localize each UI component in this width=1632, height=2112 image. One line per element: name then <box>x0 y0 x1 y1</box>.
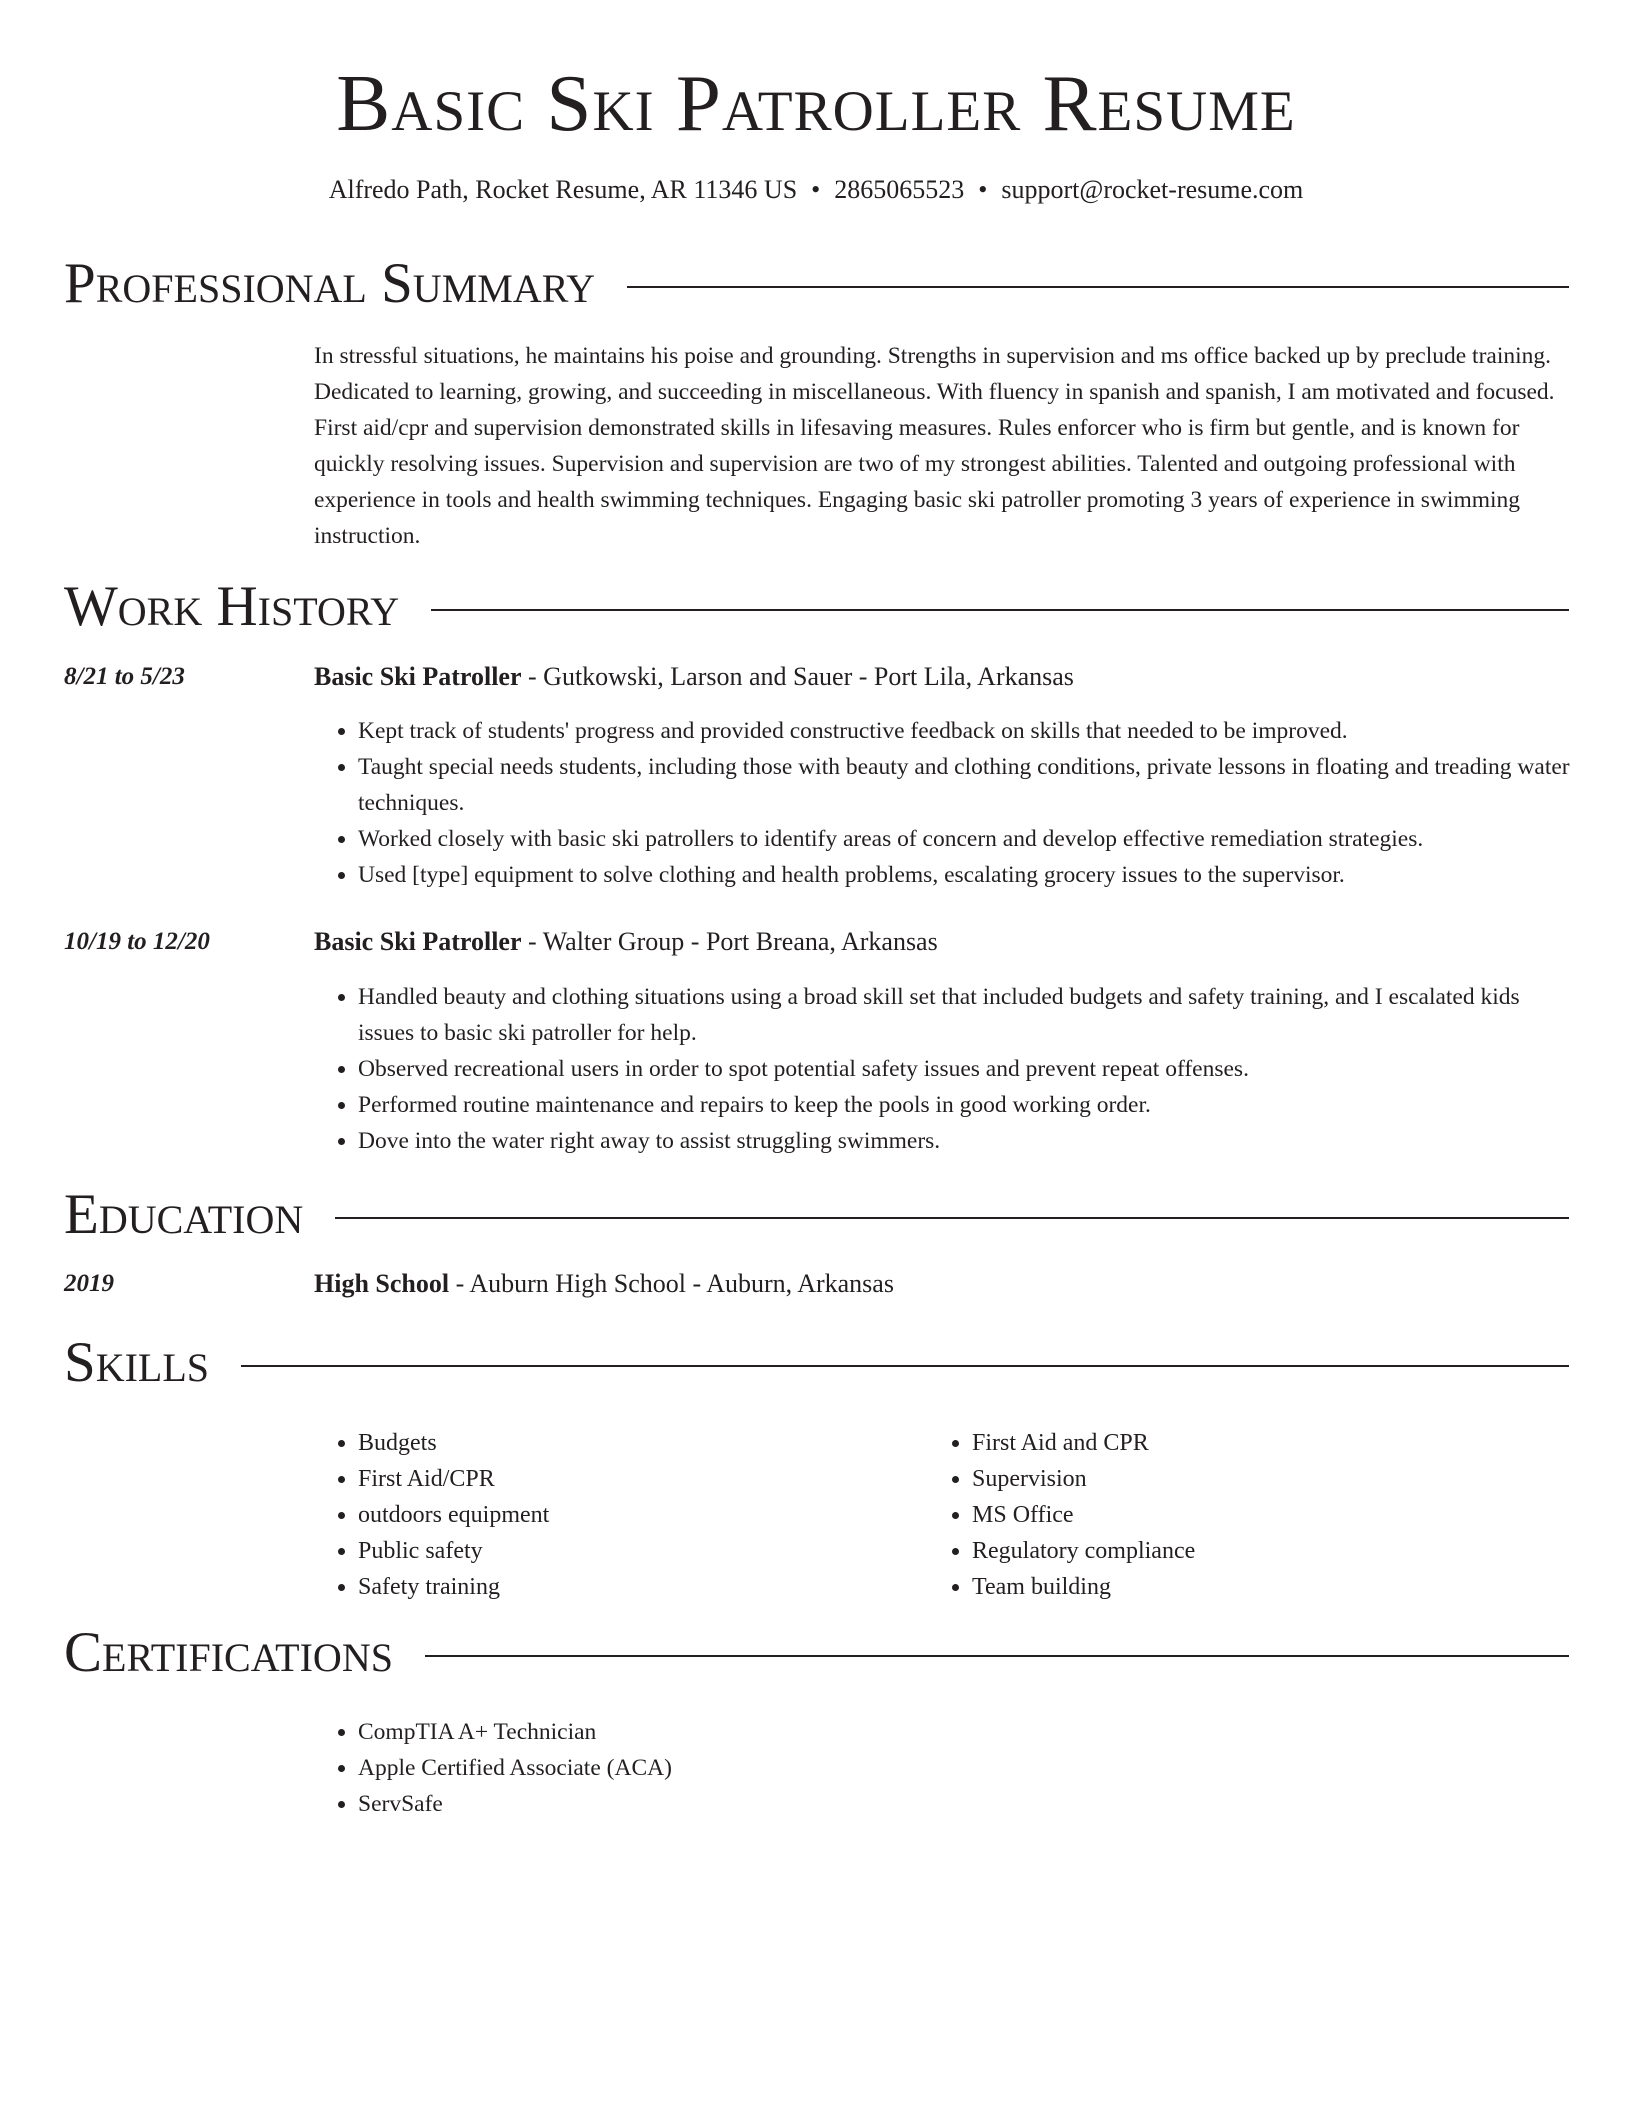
skill-item: • Regulatory compliance <box>972 1533 1528 1569</box>
skill-item: • Team building <box>972 1569 1528 1605</box>
skill-item: • Budgets <box>358 1425 914 1461</box>
certifications-list <box>314 1714 1570 1822</box>
skill-item: • Supervision <box>972 1461 1528 1497</box>
job-dates: 8/21 to 5/23 <box>64 663 185 690</box>
section-title: Work History <box>64 575 400 638</box>
job-heading <box>314 659 1074 695</box>
section-header-skills <box>64 1330 1569 1396</box>
section-title: Professional Summary <box>64 252 596 315</box>
summary-text: In stressful situations, he maintains his poise and grounding. Strengths in supervision and ms office backed up by preclude training. Dedicated to learning, growing, and succeeding in miscellaneous. With fluency in spanish and spanish, I am motivated and focused. First aid/cpr and supervision demonstrated skills in lifesaving measures. Rules enforcer who is firm but gentle, and is known for quickly resolving issues. Supervision and supervision are two of my strongest abilities. Talented and outgoing professional with experience in tools and health swimming techniques. Engaging basic ski patroller promoting 3 years of experience in swimming instruction. <box>314 343 1555 549</box>
education-details: - Auburn High School - Auburn, Arkansas <box>449 1269 894 1298</box>
education-heading <box>314 1266 894 1302</box>
skill-item: • outdoors equipment <box>358 1497 914 1533</box>
list-item: • Worked closely with basic ski patrollers to identify areas of concern and develop effective remediation strategies. <box>358 821 1570 857</box>
section-divider <box>431 609 1569 611</box>
list-item: • Kept track of students' progress and provided constructive feedback on skills that needed to be improved. <box>358 713 1570 749</box>
section-title: Certifications <box>64 1621 393 1684</box>
section-divider <box>241 1365 1569 1367</box>
certification-item: • ServSafe <box>358 1786 1570 1822</box>
job-title: Basic Ski Patroller <box>314 927 522 956</box>
skills-list-left <box>314 1425 914 1605</box>
list-item: • Used [type] equipment to solve clothing and health problems, escalating grocery issues to the supervisor. <box>358 857 1570 893</box>
section-divider <box>627 286 1569 288</box>
section-header-work-history <box>64 574 1569 640</box>
section-divider <box>335 1217 1569 1219</box>
skill-item: • First Aid and CPR <box>972 1425 1528 1461</box>
skill-item: • Safety training <box>358 1569 914 1605</box>
list-item: • Taught special needs students, including those with beauty and clothing conditions, private lessons in floating and treading water techniques. <box>358 749 1570 821</box>
section-header-education <box>64 1182 1569 1248</box>
list-item: • Handled beauty and clothing situations using a broad skill set that included budgets and safety training, and I escalated kids issues to basic ski patroller for help. <box>358 979 1570 1051</box>
job-title: Basic Ski Patroller <box>314 662 522 691</box>
contact-separator: • <box>811 175 821 204</box>
contact-phone: 2865065523 <box>834 175 965 204</box>
job-details: - Gutkowski, Larson and Sauer - Port Lila, Arkansas <box>521 662 1074 691</box>
job-details: - Walter Group - Port Breana, Arkansas <box>521 927 938 956</box>
certification-item: • Apple Certified Associate (ACA) <box>358 1750 1570 1786</box>
skill-item: • Public safety <box>358 1533 914 1569</box>
education-year: 2019 <box>64 1270 114 1297</box>
contact-email[interactable]: support@rocket-resume.com <box>1001 175 1304 204</box>
list-item: • Observed recreational users in order to spot potential safety issues and prevent repeat offenses. <box>358 1051 1570 1087</box>
contact-separator: • <box>978 175 988 204</box>
section-divider <box>425 1655 1569 1657</box>
resume-title: Basic Ski Patroller Resume <box>336 58 1296 148</box>
list-item: • Dove into the water right away to assist struggling swimmers. <box>358 1123 1570 1159</box>
job-bullet-list <box>314 713 1570 893</box>
contact-address: Alfredo Path, Rocket Resume, AR 11346 US <box>328 175 798 204</box>
job-heading <box>314 924 938 960</box>
section-header-certifications <box>64 1620 1569 1686</box>
section-header-summary <box>64 251 1569 317</box>
job-bullet-list <box>314 979 1570 1159</box>
contact-line <box>0 172 1632 208</box>
list-item: • Performed routine maintenance and repairs to keep the pools in good working order. <box>358 1087 1570 1123</box>
job-dates: 10/19 to 12/20 <box>64 928 210 955</box>
skill-item: • MS Office <box>972 1497 1528 1533</box>
section-title: Skills <box>64 1331 210 1394</box>
certification-item: • CompTIA A+ Technician <box>358 1714 1570 1750</box>
education-degree: High School <box>314 1269 450 1298</box>
section-title: Education <box>64 1183 304 1246</box>
skill-item: • First Aid/CPR <box>358 1461 914 1497</box>
skills-list-right <box>928 1425 1528 1605</box>
